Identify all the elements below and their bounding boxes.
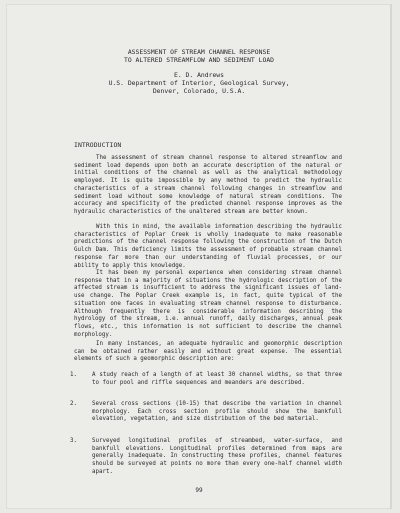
list-item-number: 3. (70, 438, 77, 444)
affiliation-line-1: U.S. Department of Interior, Geological Survey, (108, 79, 290, 87)
page-number: 99 (195, 487, 203, 494)
list-item (70, 372, 342, 387)
affiliation-line-2: Denver, Colorado, U.S.A. (152, 87, 246, 96)
list-item (70, 438, 342, 477)
paragraph-1: The assessment of stream channel response to altered streamflow and sediment load depends upon both an accurate description of the natural or initial conditions of the channel as well as the analytical methodology employed. It is quite impossible by any method to predict the hydraulic characteristics of a stream channel following changes in streamflow and sediment load without some knowledge of natural stream conditions. The accuracy and specificity of the predicted channel response improves as the hydraulic characteristics of the unaltered stream are better known. (74, 155, 342, 215)
title-line-2: TO ALTERED STREAMFLOW AND SEDIMENT LOAD (123, 56, 275, 65)
list-item-text: Several cross sections (10-15) that describe the variation in channel morphology. Each cross section profile should show the bankfull elevation, vegetation, and size distribution of the bed material. (92, 401, 342, 423)
list-item (70, 401, 342, 424)
document-page (6, 4, 392, 509)
paragraph-4: In many instances, an adequate hydraulic and geomorphic description can be obtained rather easily and without great expense. The essential elements of such a geomorphic description are: (74, 341, 342, 363)
paper-title (6, 48, 392, 64)
author-name: E. D. Andrews (173, 71, 225, 79)
list-item-number: 2. (70, 401, 77, 407)
author-affiliation (6, 79, 392, 95)
paragraph-3: It has been my personal experience when considering stream channel response that in a majority of situations the hydrologic description of the affected stream is insufficient to address the significant issues of land-use change. The Poplar Creek example is, in fact, quite typical of the situation one faces in evaluating stream channel response to disturbance. Although frequently there is considerable information describing the hydrology of the stream, i.e. annual runoff, daily discharges, annual peak flows, etc., this information is not sufficient to describe the channel morphology. (74, 270, 342, 338)
section-heading: INTRODUCTION (74, 141, 122, 149)
list-item-text: Surveyed longitudinal profiles of streambed, water-surface, and bankfull elevations. Longitudinal profiles determined from maps are generally inadequate. In constructing these profiles, channel features should be surveyed at points no more than every one-half channel width apart. (92, 438, 342, 475)
list-item-text: A study reach of a length of at least 30 channel widths, so that three to four pool and riffle sequences and meanders are described. (92, 372, 342, 386)
title-line-1: ASSESSMENT OF STREAM CHANNEL RESPONSE (127, 48, 271, 56)
paragraph-2: With this in mind, the available information describing the hydraulic characteristics of Poplar Creek is wholly inadequate to make reasonable predictions of the channel response following the construction of the Dutch Gulch Dam. This deficiency limits the assessment of probable stream channel response far more than our understanding of fluvial processes, or our ability to apply this knowledge. (74, 224, 342, 269)
list-item-number: 1. (70, 372, 77, 378)
